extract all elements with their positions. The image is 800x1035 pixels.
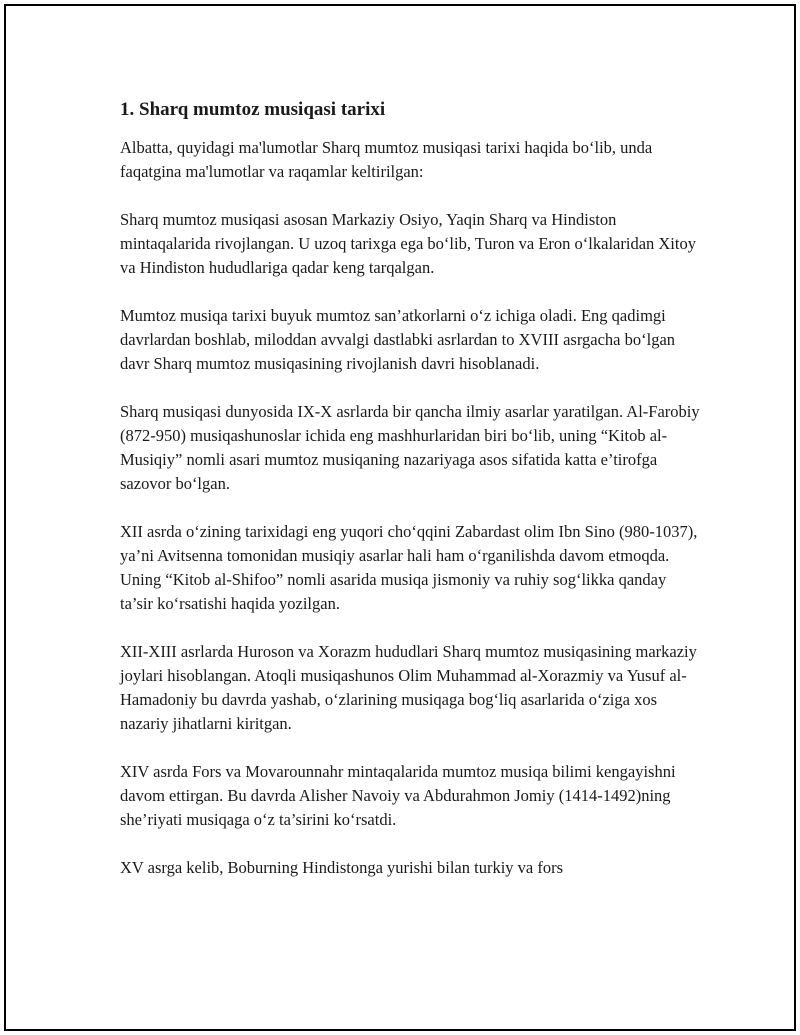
paragraph-regions: Sharq mumtoz musiqasi asosan Markaziy Osiyo, Yaqin Sharq va Hindiston mintaqalarida rivojlangan. U uzoq tarixga ega bo‘lib, Turon va Eron o‘lkalaridan Xitoy va Hindiston hududlariga qadar keng tarqalgan. xyxy=(120,210,696,277)
paragraph-intro: Albatta, quyidagi ma'lumotlar Sharq mumtoz musiqasi tarixi haqida bo‘lib, unda faqatgina ma'lumotlar va raqamlar keltirilgan: xyxy=(120,138,653,181)
paragraph-xorazm: XII-XIII asrlarda Huroson va Xorazm hududlari Sharq mumtoz musiqasining markaziy joylari hisoblangan. Atoqli musiqashunos Olim Muhammad al-Xorazmiy va Yusuf al-Hamadoniy bu davrda yashab, o‘zlarining musiqaga bog‘liq asarlarida o‘ziga xos nazariy jihatlarni kiritgan. xyxy=(120,642,697,733)
paragraph-bobur: XV asrga kelib, Boburning Hindistonga yurishi bilan turkiy va fors xyxy=(120,858,564,877)
paragraph-ibn-sino: XII asrda o‘zining tarixidagi eng yuqori cho‘qqini Zabardast olim Ibn Sino (980-1037), ya’ni Avitsenna tomonidan musiqiy asarlar hali ham o‘rganilishda davom etmoqda. Uning “Kitob al-Shifoo” nomli asarida musiqa jismoniy va ruhiy sog‘likka qanday ta’sir ko‘rsatishi haqida yozilgan. xyxy=(120,522,698,613)
document-page xyxy=(4,4,796,1031)
paragraph-history: Mumtoz musiqa tarixi buyuk mumtoz san’atkorlarni o‘z ichiga oladi. Eng qadimgi davrlardan boshlab, miloddan avvalgi dastlabki asrlardan to XVIII asrgacha bo‘lgan davr Sharq mumtoz musiqasining rivojlanish davri hisoblanadi. xyxy=(120,306,676,373)
paragraph-farobiy: Sharq musiqasi dunyosida IX-X asrlarda bir qancha ilmiy asarlar yaratilgan. Al-Farobiy (872-950) musiqashunoslar ichida eng mashhurlaridan biri bo‘lib, uning “Kitob al-Musiqiy” nomli asari mumtoz musiqaning nazariyaga asos sifatida katta e’tirofga sazovor bo‘lgan. xyxy=(120,402,700,493)
document-body xyxy=(120,98,700,904)
paragraph-navoiy: XIV asrda Fors va Movarounnahr mintaqalarida mumtoz musiqa bilimi kengayishni davom ettirgan. Bu davrda Alisher Navoiy va Abdurahmon Jomiy (1414-1492)ning she’riyati musiqaga o‘z ta’sirini ko‘rsatdi. xyxy=(120,762,676,829)
section-heading: 1. Sharq mumtoz musiqasi tarixi xyxy=(120,99,386,120)
